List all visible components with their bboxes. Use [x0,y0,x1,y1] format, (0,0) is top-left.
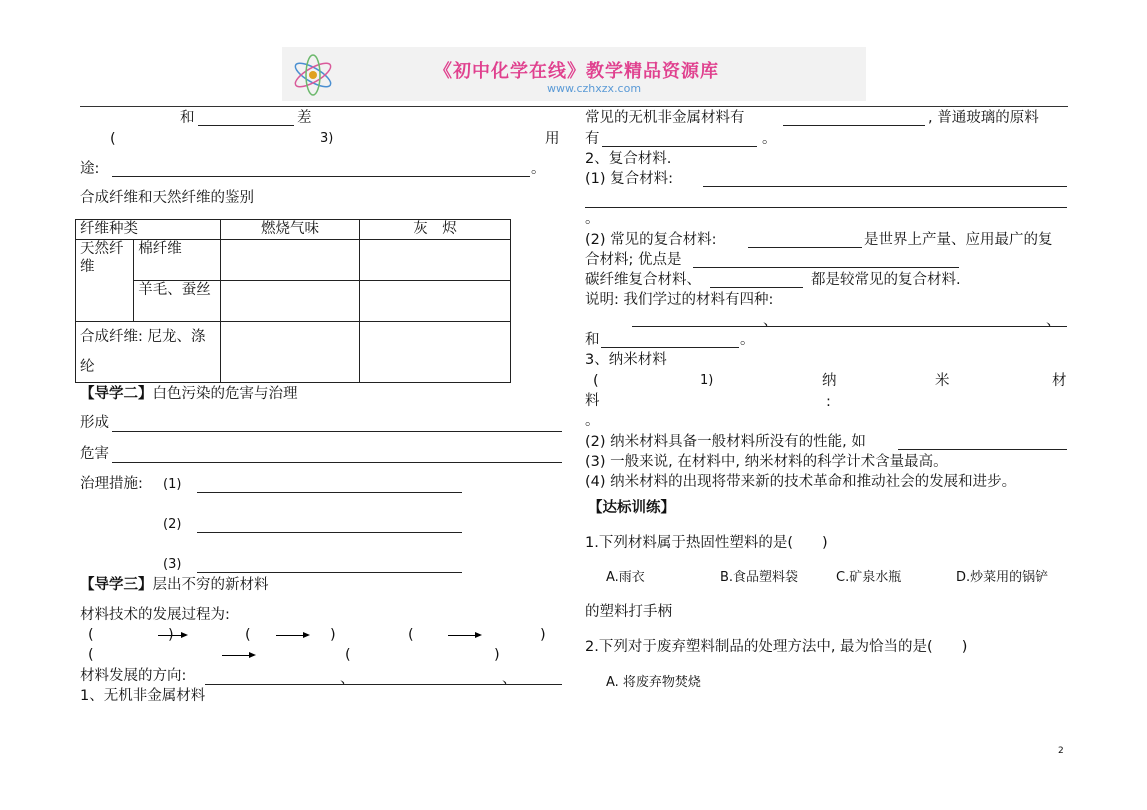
composite-dot: 。 [585,211,600,227]
use-end: 用 [545,131,560,147]
question-2: 2.下列对于废弃塑料制品的处理方法中, 最为恰当的是( ) [585,639,968,655]
composite-title: 2、复合材料. [585,151,672,167]
question-1: 1.下列材料属于热固性塑料的是( ) [585,535,828,551]
process-open-1: ( [88,627,94,643]
banner-title: 《初中化学在线》教学精品资源库 [434,61,719,82]
direction-sep-2: 、 [502,671,517,687]
nano-property: (2) 纳米材料具备一般材料所没有的性能, 如 [585,434,866,450]
cell-wool-ash[interactable] [360,281,511,322]
th-ash: 灰 烬 [360,220,511,240]
blank-nano-property[interactable] [898,449,1067,450]
blank-inorganic[interactable] [783,125,925,126]
fiber-table [75,219,511,383]
nano-char-3: 材 [1052,373,1067,389]
header-rule [80,106,1068,107]
process-close-2: ) [330,627,336,643]
cell-wool-smell[interactable] [221,281,360,322]
composite-def: (1) 复合材料: [585,171,674,187]
harm-label: 危害 [80,446,109,462]
q1-option-a[interactable]: A.雨衣 [606,570,645,585]
section2-tag: 【导学二】 [80,386,153,402]
cell-cotton-ash[interactable] [360,240,511,281]
measure-1: (1) [163,477,182,492]
line-diff: 差 [297,110,312,126]
cell-cotton-smell[interactable] [221,240,360,281]
four-period: 。 [740,332,755,348]
blank-advantage[interactable] [693,267,959,268]
process-open-4: ( [88,647,94,663]
q1-option-d-cont: 的塑料打手柄 [585,604,672,620]
direction-sep-1: 、 [340,671,355,687]
measure-3: (3) [163,557,182,572]
glass-period: 。 [762,131,777,147]
process-close-3: ) [540,627,546,643]
cell-synthetic-ash[interactable] [360,322,511,383]
blank-common-composite[interactable] [748,247,862,248]
arrow-2-icon [276,635,308,636]
blank-four-materials[interactable] [632,326,1067,327]
synthetic-fiber: 合成纤维: 尼龙、涤纶 [76,322,221,383]
advantage-label: 合材料; 优点是 [585,252,682,268]
section3-tag: 【导学三】 [80,577,153,593]
blank-four-and[interactable] [601,347,739,348]
section3-title: 层出不穷的新材料 [152,577,269,593]
glass-have: 有 [585,131,600,147]
common-composites: 都是较常见的复合材料. [811,272,961,288]
nano-char-1: 纳 [822,373,837,389]
section3-heading [80,576,269,594]
blank-and[interactable] [198,125,294,126]
banner-url[interactable]: www.czhxzx.com [547,82,642,95]
most-used: 是世界上产量、应用最广的复 [864,232,1053,248]
blank-glass[interactable] [602,146,757,147]
q1-option-d[interactable]: D.炒菜用的锅铲 [956,570,1049,585]
section2-title: 白色污染的危害与治理 [152,386,298,402]
inorganic-title: 1、无机非金属材料 [80,688,206,704]
cell-synthetic-smell[interactable] [221,322,360,383]
arrow-3-icon [448,635,480,636]
process-close-5: ) [494,647,500,663]
process-open-3: ( [408,627,414,643]
blank-measure-3[interactable] [197,572,462,573]
q2-option-a[interactable]: A. 将废弃物焚烧 [606,675,701,690]
direction-label: 材料发展的方向: [80,668,187,684]
page-number: 2 [1058,746,1064,756]
inorganic-common: 常见的无机非金属材料有 [585,110,745,126]
four-sep-2: 、 [1046,313,1061,329]
use-label: 途: [80,161,100,177]
nano-material: 料 [585,393,600,409]
blank-measure-2[interactable] [197,532,462,533]
th-smell: 燃烧气味 [221,220,360,240]
blank-measure-1[interactable] [197,492,462,493]
identify-title: 合成纤维和天然纤维的鉴别 [80,190,254,206]
common-composite: (2) 常见的复合材料: [585,232,717,248]
use-open: ( [110,131,116,147]
blank-formation[interactable] [112,431,562,432]
process-close-1: ) [168,627,174,643]
carbon-fiber: 碳纤维复合材料、 [585,272,701,288]
atom-logo-icon [288,49,338,99]
process-open-5: ( [345,647,351,663]
process-open-2: ( [245,627,251,643]
measure-2: (2) [163,517,182,532]
nano-num: 1) [700,373,714,388]
four-sep-1: 、 [763,313,778,329]
arrow-4-icon [222,655,254,656]
q1-option-c[interactable]: C.矿泉水瓶 [836,570,902,585]
line-and: 和 [180,110,195,126]
nano-title: 3、纳米材料 [585,352,667,368]
four-and: 和 [585,332,600,348]
blank-use[interactable] [112,176,530,177]
q1-option-b[interactable]: B.食品塑料袋 [720,570,799,585]
four-materials-note: 说明: 我们学过的材料有四种: [585,292,774,308]
nano-tech-content: (3) 一般来说, 在材料中, 纳米材料的科学计术含量最高。 [585,454,948,470]
blank-composite-def-1[interactable] [703,186,1067,187]
header-banner [282,47,866,101]
blank-composite-def-2[interactable] [585,207,1067,208]
formation-label: 形成 [80,415,109,431]
blank-carbon[interactable] [710,287,803,288]
wool-silk: 羊毛、蚕丝 [134,281,221,322]
tech-process-label: 材料技术的发展过程为: [80,607,230,623]
use-period: 。 [531,161,546,177]
glass-raw-material: , 普通玻璃的原料 [928,110,1039,126]
natural-fiber-label: 天然纤维 [76,240,134,322]
nano-revolution: (4) 纳米材料的出现将带来新的技术革命和推动社会的发展和进步。 [585,474,1017,490]
nano-open: ( [593,373,599,389]
blank-harm[interactable] [112,462,562,463]
training-title: 【达标训练】 [588,500,675,516]
measures-label: 治理措施: [80,476,143,492]
th-fiber-type: 纤维种类 [76,220,221,240]
use-num: 3) [320,131,334,146]
section2-heading [80,385,298,403]
cotton-fiber: 棉纤维 [134,240,221,281]
nano-colon: : [826,394,831,410]
nano-dot: 。 [585,413,600,429]
nano-char-2: 米 [935,373,950,389]
